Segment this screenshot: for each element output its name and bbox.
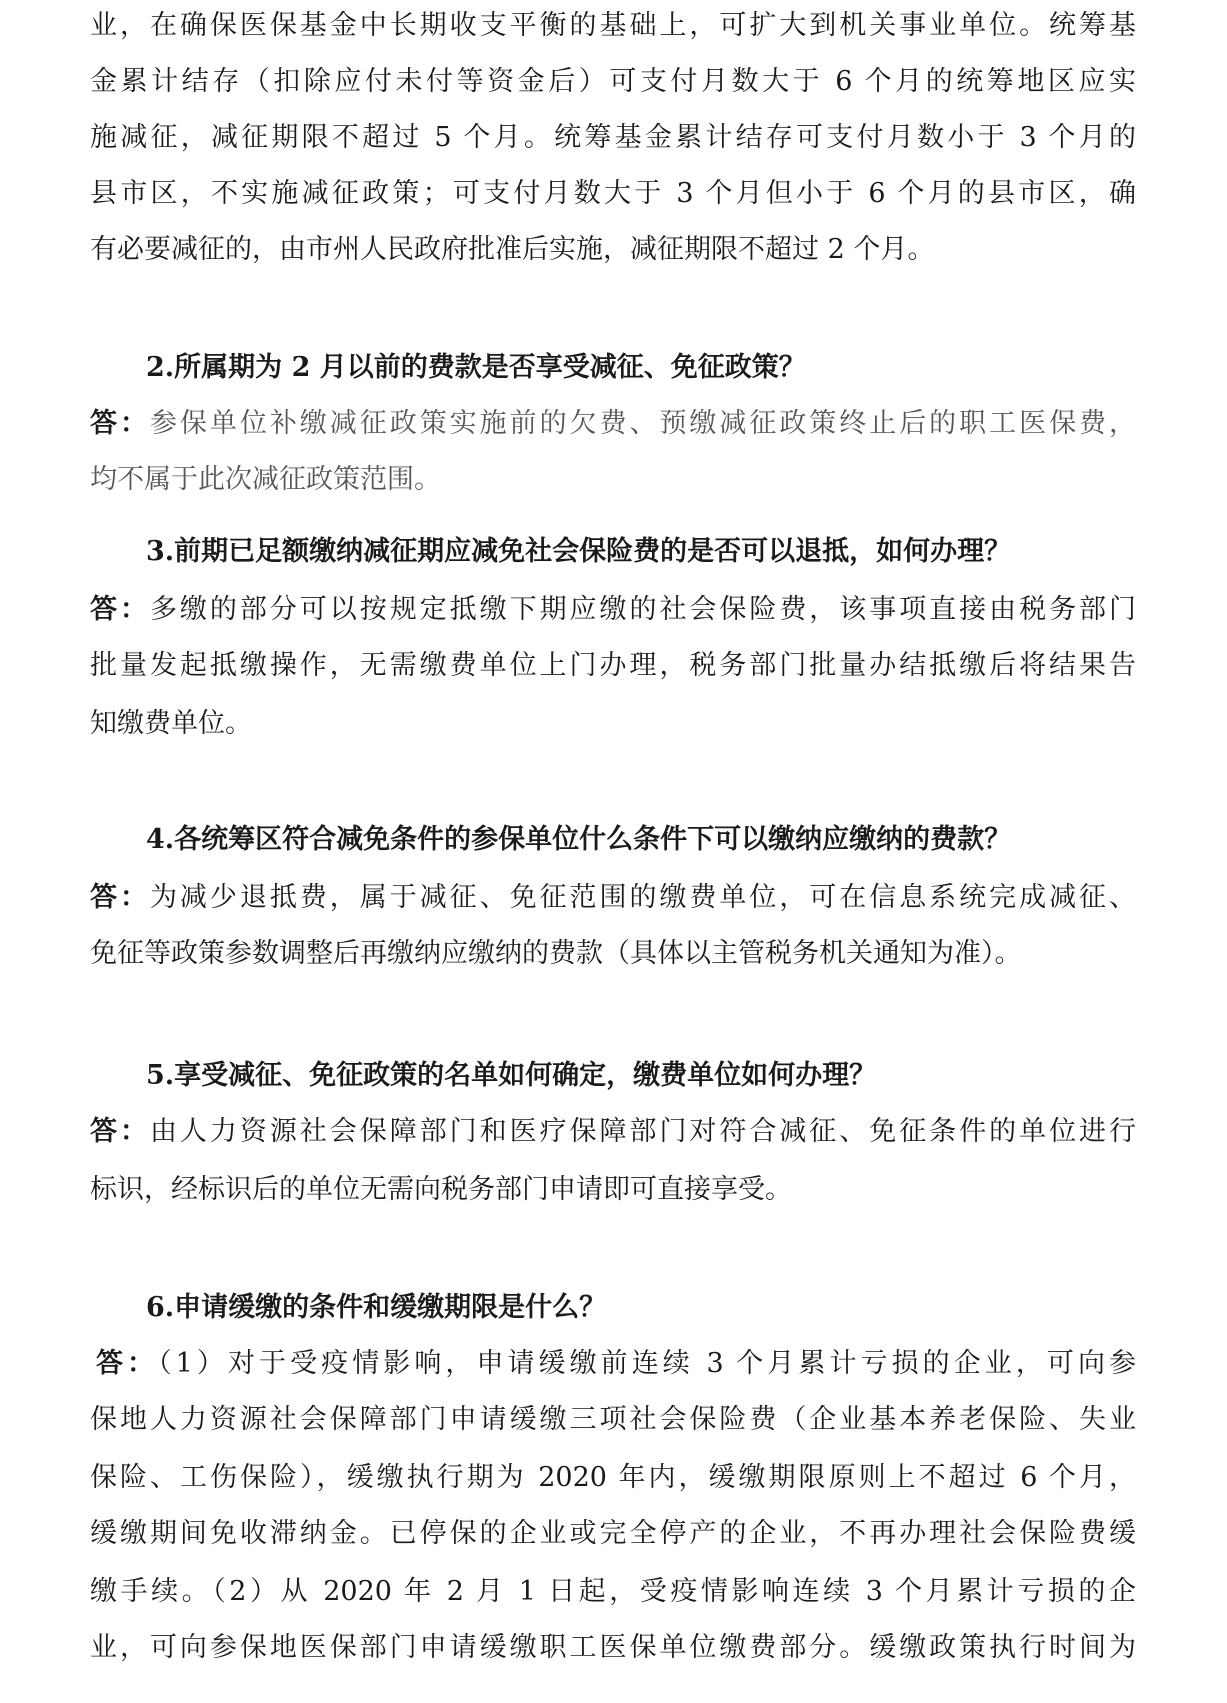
answer-label: 答： [96, 1348, 159, 1379]
intro-line-3: 施减征，减征期限不超过 5 个月。统筹基金累计结存可支付月数小于 3 个月的 [90, 122, 1136, 153]
question-6-heading: 6.申请缓缴的条件和缓缴期限是什么？ [146, 1292, 607, 1323]
answer-label: 答： [90, 882, 150, 913]
answer-6-line-4: 缓缴期间免收滞纳金。已停保的企业或完全停产的企业，不再办理社会保险费缓 [90, 1518, 1136, 1549]
answer-label: 答： [90, 408, 150, 439]
question-2-heading: 2.所属期为 2 月以前的费款是否享受减征、免征政策？ [146, 352, 806, 383]
answer-3-text-1: 多缴的部分可以按规定抵缴下期应缴的社会保险费，该事项直接由税务部门 [149, 594, 1137, 625]
answer-2-line-2: 均不属于此次减征政策范围。 [90, 464, 441, 495]
answer-4-text-1: 为减少退抵费，属于减征、免征范围的缴费单位，可在信息系统完成减征、 [149, 882, 1137, 913]
intro-line-2: 金累计结存（扣除应付未付等资金后）可支付月数大于 6 个月的统筹地区应实 [90, 66, 1136, 97]
answer-3-line-1 [90, 590, 1136, 630]
answer-4-line-1 [90, 878, 1136, 918]
answer-6-line-3: 保险、工伤保险），缓缴执行期为 2020 年内，缓缴期限原则上不超过 6 个月， [90, 1462, 1136, 1493]
intro-line-5: 有必要减征的，由市州人民政府批准后实施，减征期限不超过 2 个月。 [90, 234, 935, 265]
intro-line-4: 县市区，不实施减征政策；可支付月数大于 3 个月但小于 6 个月的县市区，确 [90, 178, 1136, 209]
answer-5-line-1 [90, 1112, 1136, 1152]
answer-6-line-5: 缴手续。（2）从 2020 年 2 月 1 日起，受疫情影响连续 3 个月累计亏损的企 [90, 1576, 1136, 1607]
answer-5-line-2: 标识，经标识后的单位无需向税务部门申请即可直接享受。 [90, 1174, 792, 1205]
intro-line-1: 业，在确保医保基金中长期收支平衡的基础上，可扩大到机关事业单位。统筹基 [90, 10, 1136, 41]
answer-3-line-3: 知缴费单位。 [90, 708, 252, 739]
answer-3-line-2: 批量发起抵缴操作，无需缴费单位上门办理，税务部门批量办结抵缴后将结果告 [90, 650, 1136, 681]
question-5-heading: 5.享受减征、免征政策的名单如何确定，缴费单位如何办理？ [146, 1060, 877, 1091]
question-3-heading: 3.前期已足额缴纳减征期应减免社会保险费的是否可以退抵，如何办理？ [146, 536, 1012, 567]
answer-6-line-2: 保地人力资源社会保障部门申请缓缴三项社会保险费（企业基本养老保险、失业 [90, 1404, 1136, 1435]
answer-2-text-1: 参保单位补缴减征政策实施前的欠费、预缴减征政策终止后的职工医保费， [149, 408, 1137, 439]
answer-4-line-2: 免征等政策参数调整后再缴纳应缴纳的费款（具体以主管税务机关通知为准）。 [90, 938, 1022, 969]
answer-label: 答： [90, 594, 150, 625]
question-4-heading: 4.各统筹区符合减免条件的参保单位什么条件下可以缴纳应缴纳的费款？ [146, 824, 1012, 855]
answer-label: 答： [90, 1116, 150, 1147]
answer-6-line-6: 业，可向参保地医保部门申请缓缴职工医保单位缴费部分。缓缴政策执行时间为 [90, 1632, 1136, 1663]
answer-6-text-1: （1）对于受疫情影响，申请缓缴前连续 3 个月累计亏损的企业，可向参 [158, 1348, 1136, 1379]
answer-5-text-1: 由人力资源社会保障部门和医疗保障部门对符合减征、免征条件的单位进行 [149, 1116, 1137, 1147]
answer-6-line-1 [96, 1344, 1136, 1384]
answer-2-line-1 [90, 404, 1136, 444]
